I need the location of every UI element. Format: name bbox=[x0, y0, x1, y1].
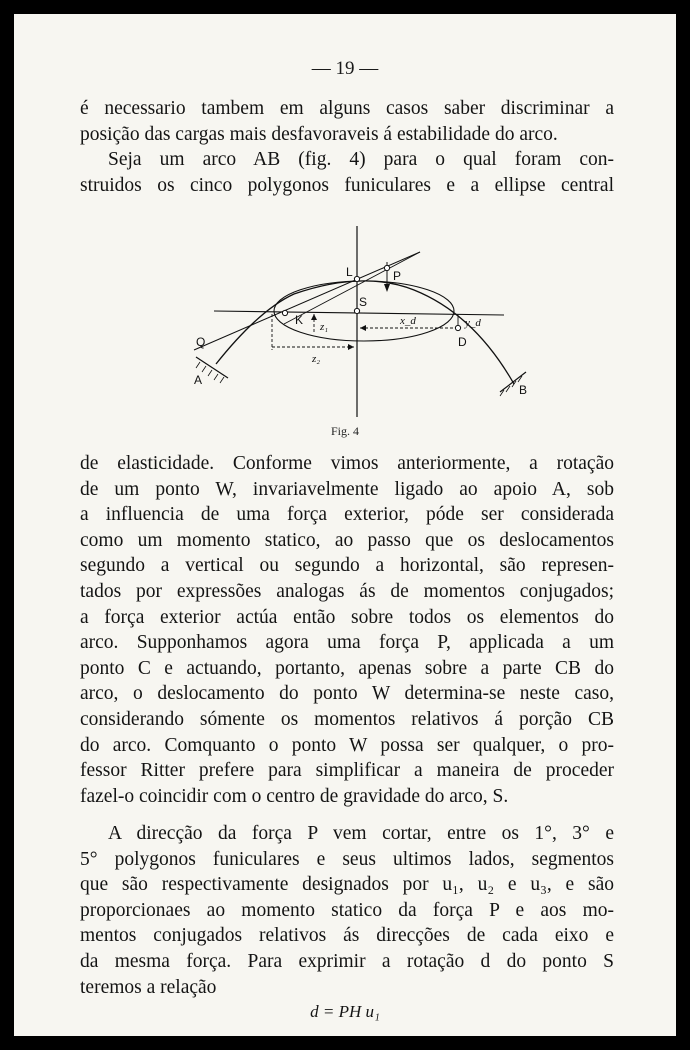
text-line: posição das cargas mais desfavoraveis á estabilidade do arco. bbox=[80, 123, 558, 145]
point-s bbox=[354, 308, 359, 313]
text-line: mentos conjugados relativos ás direcções de cada eixo e bbox=[80, 925, 614, 947]
text-line: 5° polygonos funiculares e seus ultimos lados, segmentos bbox=[80, 848, 614, 870]
text-line: arco, o deslocamento do ponto W determina-se neste caso, bbox=[80, 683, 614, 705]
label-b: B bbox=[519, 383, 528, 397]
text-line: considerando sómente os momentos relativos á porção CB bbox=[80, 708, 614, 730]
text-line: arco. Supponhamos agora uma força P, applicada a um bbox=[80, 632, 614, 654]
text-line: ponto C e actuando, portanto, apenas sobre a parte CB do bbox=[80, 657, 614, 679]
paragraph-3 bbox=[80, 821, 614, 1000]
text-line: segundo a vertical ou segundo a horizontal, são represen- bbox=[80, 555, 614, 577]
book-page bbox=[14, 14, 676, 1036]
z2-arrowhead bbox=[348, 344, 354, 350]
text-line: a força exterior actúa então sobre todos os elementos do bbox=[80, 606, 614, 628]
text-line: fazel-o coincidir com o centro de gravidade do arco, S. bbox=[80, 785, 509, 807]
text-line: como um momento statico, ao passo que os deslocamentos bbox=[80, 529, 614, 551]
text-line: teremos a relação bbox=[80, 976, 217, 998]
label-xd: x_d bbox=[400, 315, 416, 327]
label-p: P bbox=[393, 269, 402, 283]
page-number: — 19 — bbox=[311, 58, 379, 79]
label-a: A bbox=[194, 373, 203, 387]
text-line: de elasticidade. Conforme vimos anteriormente, a rotação bbox=[80, 453, 614, 474]
text-line: que são respectivamente designados por u₁, u₂ e u₃, e são bbox=[80, 874, 614, 896]
label-yd: y_d bbox=[465, 317, 481, 329]
xd-arrowhead bbox=[360, 325, 366, 331]
label-q: Q bbox=[196, 335, 206, 349]
text-line: proporcionaes ao momento statico da força P e aos mo- bbox=[80, 899, 614, 921]
z1-arrowhead bbox=[311, 314, 317, 320]
label-z1: z₁ bbox=[320, 321, 329, 333]
label-d: D bbox=[458, 335, 467, 349]
point-l bbox=[354, 276, 359, 281]
text-line: Seja um arco AB (fig. 4) para o qual foram con- bbox=[108, 149, 614, 171]
figure-caption: Fig. 4 bbox=[330, 424, 359, 438]
figure-4-arch-diagram bbox=[174, 222, 534, 422]
text-line: é necessario tambem em alguns casos saber discriminar a bbox=[80, 98, 614, 119]
label-l: L bbox=[346, 265, 353, 279]
point-k bbox=[282, 310, 287, 315]
label-z2: z₂ bbox=[312, 353, 321, 365]
force-p-arrowhead bbox=[384, 284, 390, 292]
label-k: K bbox=[295, 313, 304, 327]
text-line: de um ponto W, invariavelmente ligado ao apoio A, sob bbox=[80, 478, 614, 500]
text-line: struidos os cinco polygonos funiculares e a ellipse central bbox=[80, 174, 614, 196]
text-line: tados por expressões analogas ás de momentos conjugados; bbox=[80, 580, 614, 602]
text-line: fessor Ritter prefere para simplificar a maneira de proceder bbox=[80, 760, 614, 782]
label-s: S bbox=[359, 295, 368, 309]
text-line: do arco. Comquanto o ponto W possa ser qualquer, o pro- bbox=[80, 734, 614, 756]
text-line: a influencia de uma força exterior, póde ser considerada bbox=[80, 504, 614, 526]
formula: d = PH u₁ bbox=[310, 1002, 380, 1021]
arch-diagram-svg bbox=[174, 222, 534, 422]
text-line: A direcção da força P vem cortar, entre os 1°, 3° e bbox=[108, 823, 614, 844]
paragraph-2 bbox=[80, 451, 614, 809]
paragraph-1 bbox=[80, 96, 614, 198]
point-p bbox=[384, 265, 389, 270]
central-ellipse bbox=[274, 281, 454, 341]
point-d bbox=[455, 325, 460, 330]
text-line: da mesma força. Para exprimir a rotação d do ponto S bbox=[80, 950, 614, 972]
